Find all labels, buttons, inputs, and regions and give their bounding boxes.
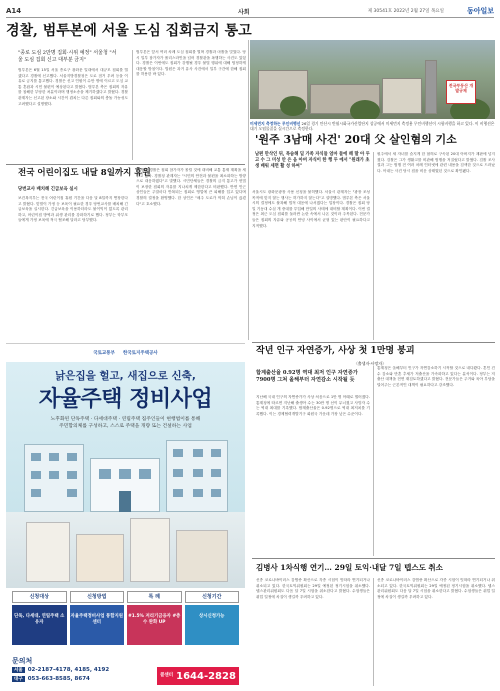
exam-body-col2: 신종 코로나바이러스 감염증 확산으로 각종 시험이 잇따라 연기되거나 취소되고 있다. 한국토익위원회는 29일 예정된 정기시험을 취소했다. 텝스관리위원회도 다음 달 7일 시험을 취소한다고 밝혔다. 수험생들은 취업 일정에 차질이 생길까 우려하고 있다. — [377, 578, 495, 599]
exam-body-col1: 신종 코로나바이러스 감염증 확산으로 각종 시험이 잇따라 연기되거나 취소되고 있다. 한국토익위원회는 29일 예정된 정기시험을 취소했다. 텝스관리위원회도 다음 달 7일 시험을 취소한다고 밝혔다. 수험생들은 취업 일정에 차질이 생길까 우려하고 있다. — [256, 578, 370, 599]
lh-logo: 한국토지주택공사 — [122, 351, 158, 356]
main-body-col1: 범투본은 6월 15일 서울 종로구 광화문 일대에서 대규모 집회를 열겠다고 경찰에 신고했다. 서울지방경찰청은 도로 점거 우려 등을 이유로 금지를 통고했다. 경찰은 신고 인원이 수만 명에 이르고 도심 교통 혼잡과 시민 불편이 예상된다고 밝혔다. 범투본 측은 집회의 자유를 침해한 부당한 처분이라며 행정소송을 제기하겠다고 밝혔다. 경찰 관계자는 신고된 장소와 시간이 겹치는 다른 집회와의 충돌 가능성도 고려했다고 설명했다. — [18, 68, 128, 106]
ad-tab-method — [70, 591, 125, 647]
mid-body-col: 이 밖에 경찰은 집회 참가자가 몰릴 것에 대비해 교통 통제 계획을 세우고 있다. 경찰청 관계자는 "시민의 안전과 불편을 최소화하는 방향으로 대응하겠다"고 말했다. 시민단체들은 경찰의 금지 통고가 헌법이 보장한 집회의 자유를 지나치게 제한한다고 비판했다. 반면 인근 상인들은 주말마다 반복되는 집회로 영업에 큰 피해를 입고 있다며 경찰의 결정을 환영했다. 한 상인은 "매주 도로가 막혀 손님이 끊겼다"고 호소했다. — [136, 168, 246, 206]
ad-tab-period-body: 상시신청가능 — [185, 605, 240, 645]
ad-tab-target-body: 단독, 다세대, 연립주택 소유자 — [12, 605, 67, 645]
callcenter-number: 1644-2828 — [176, 671, 236, 682]
newspaper-logo: 동아일보 — [466, 7, 494, 15]
population-body-col1: 지난해 국내 인구의 자연증가가 사상 처음으로 1만 명 아래로 떨어졌다. 통계청에 따르면 지난해 출생아 수는 30만 명 선이 무너졌고 사망자 수는 역대 최대를 기록했다. 합계출산율은 0.92명으로 역대 최저치를 기록했다. 이는 경제협력개발기구 회원국 가운데 가장 낮은 수준이다. — [256, 395, 370, 416]
ad-logos — [6, 344, 245, 362]
contact-label: 문의처 — [12, 657, 33, 665]
wonju-headline: '원주 3남매 사건' 20대 父 살인혐의 기소 — [255, 133, 457, 146]
callcenter-box — [157, 667, 239, 685]
ministry-logo: 국토교통부 — [93, 351, 115, 356]
contact-daegu-key: 대구 — [14, 677, 23, 682]
ad-street-scene — [6, 512, 245, 588]
ad-tab-benefit — [127, 591, 182, 647]
daycare-body: 보건복지부는 전국 어린이집 휴원 기간을 다음 달 8일까지 연장한다고 밝혔다. 맞벌이 가정 등 보육이 필요한 경우 당번교사를 배치해 긴급보육을 실시한다. 긴급보육을 이용하더라도 불이익이 없도록 관리하고, 어린이집 방역과 위생 관리를 강화하기로 했다. 정부는 학부모들에게 가정 보육에 적극 협조해 달라고 당부했다. — [18, 196, 128, 223]
contact-daegu — [12, 676, 90, 682]
ad-info-tabs — [12, 591, 239, 647]
divider — [252, 342, 495, 343]
population-lead: 합계출산율 0.92명 역대 최저 인구 자연증가 7900명 그쳐 올해부터 자연감소 시작될 듯 — [256, 370, 358, 384]
sub-headline-daycare: 전국 어린이집도 내달 8일까지 휴원 — [18, 168, 151, 178]
ad-tab-method-head: 신청방법 — [70, 591, 125, 603]
page-number: A14 — [6, 7, 22, 15]
photo-caption — [250, 121, 495, 131]
contact-daegu-value: 053-663-8585, 8674 — [27, 676, 90, 682]
wonju-kicker: 남편 만삭인 뒤, 목숨해 딜 가족 자식들 엄마 들에 해 딸 아 두고 수 그 미성 안 은 음 아버 자식이 한 행 두 에서 "원래가 초생 배워 세면 활 성 하여" — [255, 152, 370, 169]
advertisement — [6, 343, 245, 688]
caption-lead: 미세먼지 측정하는 무인비행선 — [250, 121, 301, 126]
population-headline: 작년 인구 자연증가, 사상 첫 1만명 붕괴 — [256, 346, 415, 356]
ad-tab-period — [185, 591, 240, 647]
section-name: 사회 — [238, 9, 250, 16]
ad-tab-method-body: 자율주택정비사업 통합지원 센터 — [70, 605, 125, 645]
ad-slogan: 낡은집을 헐고, 새집으로 신축, — [55, 370, 196, 382]
exam-headline: 김병사 1차식행 연기… 29일 토익·내달 7일 텝스도 취소 — [256, 563, 443, 572]
ad-description — [6, 416, 245, 430]
issue-info: 제 30541호 2022년 2월 27일 목요일 — [367, 9, 444, 14]
ad-tab-benefit-body: #1.5% 저리기금융자 #층수 완화 UP — [127, 605, 182, 645]
apartment-illustration — [166, 440, 228, 512]
population-body-col2: 통계청은 올해부터 인구가 자연감소하기 시작할 것으로 내다봤다. 혼인 건수 감소와 만혼 추세가 저출산을 가속화하고 있다는 분석이다. 정부는 저출산 대책을 전면 재검토하겠다고 밝혔다. 전문가들은 주거와 육아 부담을 덜어주는 근본적인 대책이 필요하다고 강조했다. — [377, 366, 495, 387]
contact-seoul — [12, 667, 109, 673]
main-body-col2: 범투본은 앞서 여러 차례 도심 집회를 열며 경찰과 마찰을 빚었다. 당시 일부 참가자가 폴리스라인을 넘어 경찰관을 폭행하는 사건도 있었다. 경찰은 이번에도 집회가 강행될 경우 불법 행위에 대해 엄정하게 대응할 방침이다. 법원은 과거 유사 사건에서 일부 구간에 한해 집회를 허용한 바 있다. — [136, 50, 246, 77]
building-illustration — [24, 444, 84, 512]
contact-seoul-key: 서울 — [14, 668, 23, 673]
callcenter-label: 콜센터 — [160, 673, 174, 678]
ad-tab-period-head: 신청기간 — [185, 591, 240, 603]
daycare-kicker: 당번교사 배치해 긴급보육 실시 — [18, 187, 78, 192]
ad-banner — [6, 362, 245, 512]
mid-body-col2: 서울시도 광화문광장 사용 신청을 불허했다. 서울시 관계자는 "광장 조성 목적에 맞지 않는 행사는 허가하지 않는다"고 설명했다. 범투본 측은 서울시의 결정에도 불복해 법적 대응에 나서겠다는 입장이다. 경찰은 집회 당일 기동대 수십 개 중대를 투입해 만일의 사태에 대비할 계획이다. 이번 결정은 최근 도심 집회를 둘러싼 논란 속에서 나온 것이라 주목된다. 전문가들은 집회의 자유와 공공의 안녕 사이에서 균형 있는 판단이 필요하다고 지적했다. — [252, 190, 370, 228]
caption-body: 26일 경기 안산시 반월시화국가산업단지 상공에서 미세먼지 측정용 무인비행선이 시험비행을 하고 있다. 이 비행선은 대기 오염물질을 실시간으로 측정한다. — [250, 121, 495, 131]
photo-sign: 전국부동산 개발규제 — [446, 80, 476, 104]
divider — [6, 164, 245, 165]
ad-contact — [6, 654, 245, 688]
ad-tab-target-head: 신청대상 — [12, 591, 67, 603]
wonju-body: 원주에서 세 자녀를 숨지게 한 혐의로 구속된 20대 아버지가 재판에 넘겨졌다. 검찰은 그가 생활고를 비관해 범행을 저질렀다고 밝혔다. 검찰 조사 결과 그는 범행 전 여러 차례 인터넷에 관련 내용을 검색한 것으로 드러났다. 아내는 사건 당시 집을 비운 상태였던 것으로 확인됐다. — [377, 152, 495, 173]
divider — [252, 558, 495, 559]
ad-tab-target — [12, 591, 67, 647]
ad-tab-benefit-head: 특 례 — [127, 591, 182, 603]
page-header — [6, 6, 494, 18]
house-illustration — [90, 458, 160, 512]
ad-desc-line1: 노후화된 단독주택 · 다세대주택 · 연립주택 집주인들이 현행법이를 통해 — [50, 417, 201, 422]
contact-seoul-value: 02-2187-4178, 4185, 4192 — [27, 667, 110, 673]
ad-title: 자율주택 정비사업 — [38, 387, 213, 412]
main-headline: 경찰, 범투본에 서울 도심 집회금지 통고 — [6, 23, 252, 39]
ad-desc-line2: 주민합의체를 구성하고, 스스로 주택을 개량 또는 건설하는 사업 — [59, 424, 192, 429]
news-photo — [250, 40, 495, 119]
population-kicker: 〈출생자-사망자〉 — [353, 361, 387, 366]
main-kicker: "종로 도심 2만명 집회·시위 예정" 서울청 "서울 도심 집회 신고 대부분 금지" — [18, 50, 117, 63]
